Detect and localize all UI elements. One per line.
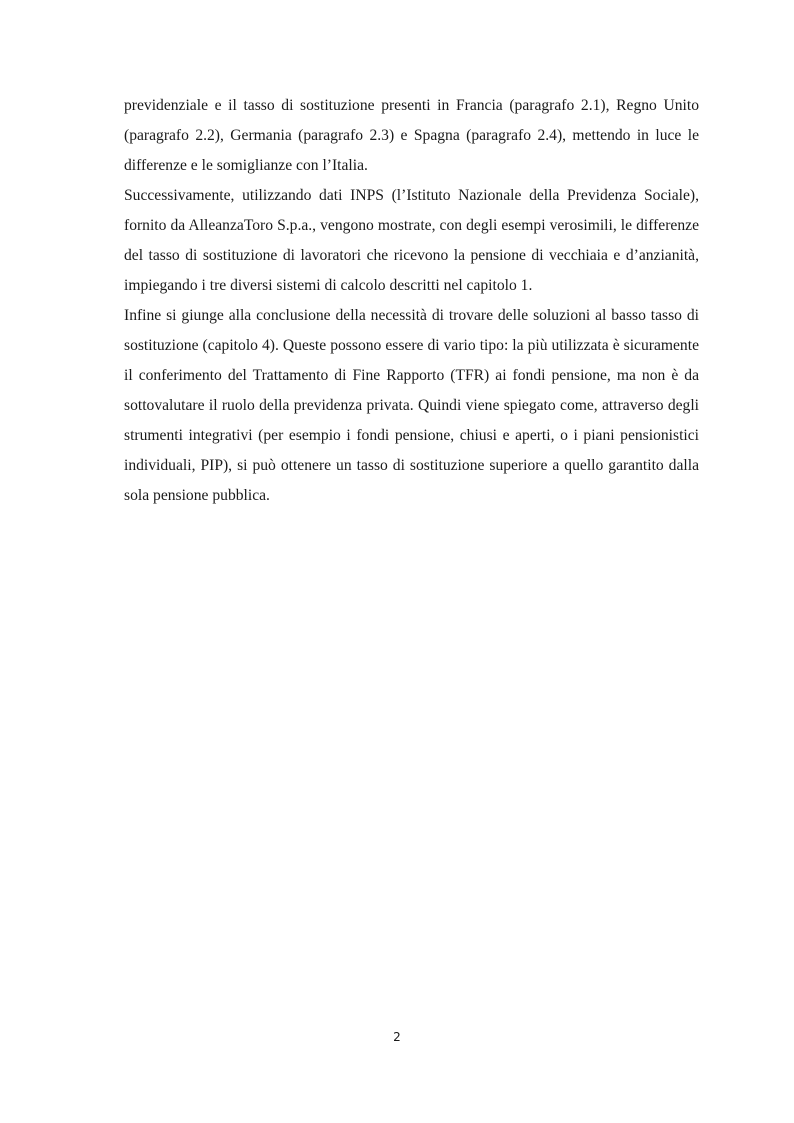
- paragraph-3: Infine si giunge alla conclusione della necessità di trovare delle soluzioni al basso tasso di sostituzione (capitolo 4). Queste possono essere di vario tipo: la più utilizzata è sicuramente il conferimento del Trattamento di Fine Rapporto (TFR) ai fondi pensione, ma non è da sottovalutare il ruolo della previdenza privata. Quindi viene spiegato come, attraverso degli strumenti integrativi (per esempio i fondi pensione, chiusi e aperti, o i piani pensionistici individuali, PIP), si può ottenere un tasso di sostituzione superiore a quello garantito dalla sola pensione pubblica.: [124, 307, 699, 504]
- body-text: [124, 91, 699, 511]
- paragraph-1: previdenziale e il tasso di sostituzione presenti in Francia (paragrafo 2.1), Regno Unito (paragrafo 2.2), Germania (paragrafo 2.3) e Spagna (paragrafo 2.4), mettendo in luce le differenze e le somiglianze con l’Italia.: [124, 97, 699, 174]
- paragraph-2: Successivamente, utilizzando dati INPS (l’Istituto Nazionale della Previdenza Sociale), fornito da AlleanzaToro S.p.a., vengono mostrate, con degli esempi verosimili, le differenze del tasso di sostituzione di lavoratori che ricevono la pensione di vecchiaia e d’anzianità, impiegando i tre diversi sistemi di calcolo descritti nel capitolo 1.: [124, 187, 699, 294]
- page-number: 2: [393, 1030, 401, 1044]
